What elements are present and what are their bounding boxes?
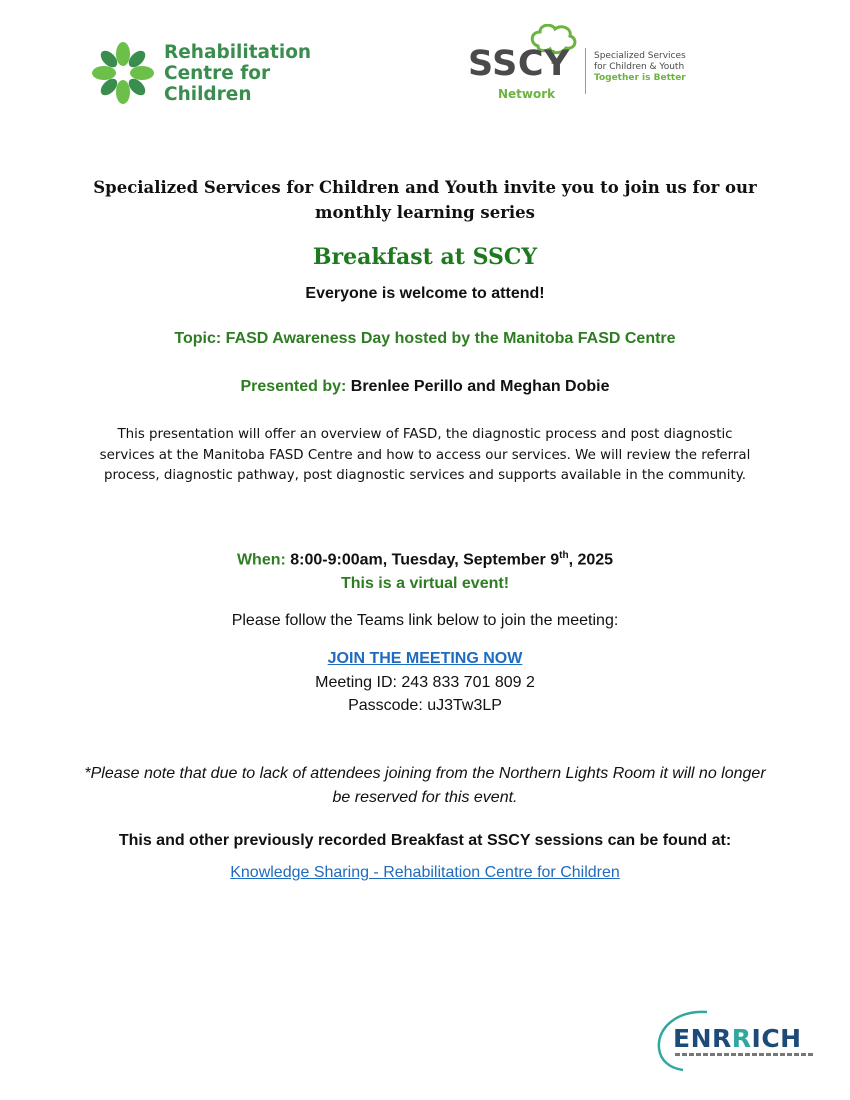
knowledge-link-row bbox=[0, 864, 850, 882]
rcc-logo-line1: Rehabilitation bbox=[164, 42, 312, 63]
when-line bbox=[0, 550, 850, 569]
when-sup: th bbox=[559, 550, 569, 561]
presented-by bbox=[0, 378, 850, 396]
enrrich-word-start: ENR bbox=[673, 1024, 732, 1053]
presented-label: Presented by: bbox=[240, 378, 347, 395]
enrrich-word-end: ICH bbox=[751, 1024, 802, 1053]
when-time: 8:00-9:00am, Tuesday, September 9 bbox=[290, 551, 560, 569]
virtual-notice: This is a virtual event! bbox=[340, 575, 510, 592]
enrrich-subtitle-line bbox=[675, 1053, 815, 1056]
sscy-network: Network bbox=[498, 87, 556, 101]
rcc-logo bbox=[90, 40, 320, 106]
enrrich-wordmark bbox=[673, 1024, 802, 1053]
sscy-tagline-3: Together is Better bbox=[594, 73, 686, 83]
passcode: Passcode: uJ3Tw3LP bbox=[348, 697, 502, 714]
topic-text: Topic: FASD Awareness Day hosted by the Manitoba FASD Centre bbox=[174, 330, 676, 347]
sscy-logo bbox=[466, 22, 706, 104]
description: This presentation will offer an overview of FASD, the diagnostic process and post diagnostic services at the Manitoba FASD Centre and how to access our services. We will review the referral process, diagnostic pathway, post diagnostic services and supports available in the community. bbox=[99, 427, 751, 483]
recorded-sessions-text: This and other previously recorded Breakfast at SSCY sessions can be found at: bbox=[118, 832, 732, 849]
rcc-logo-line3: Children bbox=[164, 84, 252, 105]
room-note: *Please note that due to lack of attendees joining from the Northern Lights Room it will no longer be reserved for this event. bbox=[84, 765, 766, 806]
presenters: Brenlee Perillo and Meghan Dobie bbox=[350, 378, 610, 395]
page-title: Breakfast at SSCY bbox=[312, 244, 538, 270]
sscy-wordmark: SSCY bbox=[468, 44, 570, 84]
when-label: When: bbox=[236, 551, 286, 569]
follow-instructions: Please follow the Teams link below to join the meeting: bbox=[231, 612, 619, 629]
rcc-logo-line2: Centre for bbox=[164, 63, 271, 84]
intro-text: Specialized Services for Children and Youth invite you to join us for our monthly learning series bbox=[93, 178, 757, 222]
enrrich-logo bbox=[655, 1008, 815, 1072]
join-link-row bbox=[0, 650, 850, 668]
sscy-divider bbox=[585, 48, 586, 94]
rcc-flower-icon bbox=[90, 40, 156, 106]
sscy-tagline-2: for Children & Youth bbox=[594, 62, 685, 72]
when-year: , 2025 bbox=[568, 551, 614, 569]
welcome-text: Everyone is welcome to attend! bbox=[305, 285, 545, 302]
sscy-tagline-1: Specialized Services bbox=[594, 51, 686, 61]
enrrich-word-mid: R bbox=[731, 1024, 752, 1053]
join-meeting-link[interactable]: JOIN THE MEETING NOW bbox=[327, 650, 523, 667]
knowledge-sharing-link[interactable]: Knowledge Sharing - Rehabilitation Centre for Children bbox=[230, 864, 620, 881]
meeting-id: Meeting ID: 243 833 701 809 2 bbox=[315, 674, 535, 691]
